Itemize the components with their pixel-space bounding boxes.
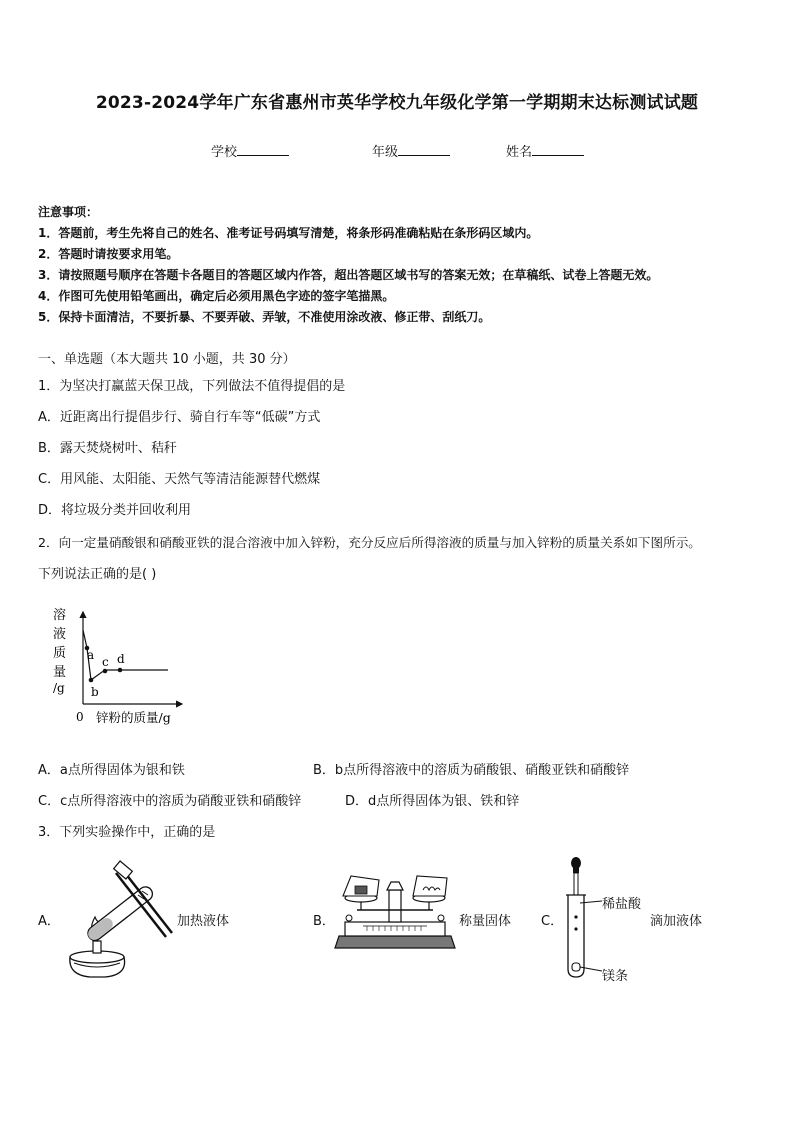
q3-option-a-letter[interactable]: A．: [38, 914, 60, 929]
name-field[interactable]: [506, 141, 584, 160]
y-label-char: 液: [53, 627, 67, 642]
y-label-char: /g: [53, 681, 65, 695]
point-label-b: b: [91, 685, 99, 699]
q3-option-b-letter[interactable]: B．: [313, 914, 335, 929]
q1-option-a[interactable]: A．近距离出行提倡步行、骑自行车等“低碳”方式: [38, 410, 321, 425]
section-heading: 一、单选题（本大题共 10 小题，共 30 分）: [38, 352, 296, 367]
hydrochloric-acid-label: 稀盐酸: [602, 897, 642, 912]
q1-stem: 1．为坚决打赢蓝天保卫战，下列做法不值得提倡的是: [38, 379, 346, 394]
q1-option-b[interactable]: B．露天焚烧树叶、秸秆: [38, 441, 177, 456]
q2-option-a[interactable]: A．a点所得固体为银和铁: [38, 763, 185, 778]
notice-item: 4．作图可先使用铅笔画出，确定后必须用黑色字迹的签字笔描黑。: [38, 289, 395, 303]
school-field[interactable]: [211, 141, 289, 160]
q2-chart: [40, 600, 200, 730]
notice-item: 1．答题前，考生先将自己的姓名、准考证号码填写清楚，将条形码准确粘贴在条形码区域内。: [38, 226, 539, 240]
balance-illustration: [333, 870, 458, 952]
y-label-char: 量: [53, 665, 67, 680]
dropper-testtube-illustration: [560, 855, 605, 980]
name-label: 姓名: [506, 145, 533, 160]
q3-option-b-caption: 称量固体: [459, 914, 512, 929]
q3-option-c-letter[interactable]: C．: [541, 914, 564, 929]
y-label-char: 质: [53, 646, 67, 661]
point-c: [103, 669, 108, 674]
point-label-c: c: [102, 655, 109, 669]
school-label: 学校: [211, 145, 238, 160]
notice-heading: 注意事项：: [38, 205, 99, 219]
notice-item: 2．答题时请按要求用笔。: [38, 247, 179, 261]
q3-option-a-caption: 加热液体: [177, 914, 230, 929]
q1-option-d[interactable]: D．将垃圾分类并回收利用: [38, 503, 192, 518]
point-b: [89, 678, 94, 683]
y-label-char: 溶: [53, 608, 67, 623]
grade-label: 年级: [372, 145, 399, 160]
point-d: [118, 668, 123, 673]
origin-label: 0: [76, 710, 84, 724]
q3-stem: 3．下列实验操作中，正确的是: [38, 825, 216, 840]
q2-option-c[interactable]: C．c点所得溶液中的溶质为硝酸亚铁和硝酸锌: [38, 794, 302, 809]
q2-stem-line2: 下列说法正确的是( ): [38, 567, 157, 582]
notice-item: 3．请按照题号顺序在答题卡各题目的答题区域内作答，超出答题区域书写的答案无效；在草稿纸、试卷上答题无效。: [38, 268, 659, 282]
point-label-a: a: [87, 648, 95, 662]
point-label-d: d: [117, 652, 125, 666]
q1-option-c[interactable]: C．用风能、太阳能、天然气等清洁能源替代燃煤: [38, 472, 321, 487]
notice-item: 5．保持卡面清洁，不要折暴、不要弄破、弄皱，不准使用涂改液、修正带、刮纸刀。: [38, 310, 491, 324]
series-line: [83, 630, 168, 680]
q2-option-b[interactable]: B．b点所得溶液中的溶质为硝酸银、硝酸亚铁和硝酸锌: [313, 763, 630, 778]
x-axis-label: 锌粉的质量/g: [96, 710, 171, 725]
magnesium-ribbon-label: 镁条: [602, 969, 629, 984]
heating-liquid-illustration: [60, 855, 175, 980]
q3-option-c-caption: 滴加液体: [650, 914, 703, 929]
grade-field[interactable]: [372, 141, 450, 160]
q2-stem-line1: 2．向一定量硝酸银和硝酸亚铁的混合溶液中加入锌粉，充分反应后所得溶液的质量与加入锌粉的质量关系如下图所示。: [38, 535, 701, 550]
q2-option-d[interactable]: D．d点所得固体为银、铁和锌: [345, 794, 520, 809]
page-title: 2023-2024学年广东省惠州市英华学校九年级化学第一学期期末达标测试试题: [95, 93, 699, 113]
